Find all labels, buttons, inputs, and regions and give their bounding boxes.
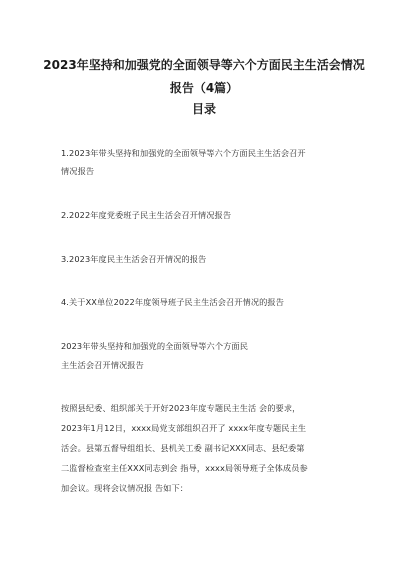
toc-item-1-continued: 情况报告 xyxy=(61,166,95,176)
toc-item-3: 3.2023年度民主生活会召开情况的报告 xyxy=(61,254,207,264)
body-paragraph-line: 活会。县第五督导组组长、县机关工委 副书记XXX同志、县纪委第 xyxy=(61,443,305,453)
body-paragraph-line: 加会议。现将会议情况报 告如下： xyxy=(61,483,189,493)
body-paragraph-line: 2023年1月12日，xxxx局党支部组织召开了 xxxx年度专题民主生 xyxy=(61,423,307,433)
section-title-line-2: 主生活会召开情况报告 xyxy=(61,360,144,370)
toc-heading: 目录 xyxy=(191,102,216,116)
toc-item-2: 2.2022年度党委班子民主生活会召开情况报告 xyxy=(61,210,232,220)
toc-item-1: 1.2023年带头坚持和加强党的全面领导等六个方面民主生活会召开 xyxy=(61,148,306,158)
section-title-line-1: 2023年带头坚持和加强党的全面领导等六个方面民 xyxy=(61,341,248,351)
toc-item-4: 4.关于XX单位2022年度领导班子民主生活会召开情况的报告 xyxy=(61,297,284,307)
body-paragraph-line: 二监督检查室主任XXX同志到会 指导，xxxx局领导班子全体成员参 xyxy=(61,463,308,473)
body-paragraph-line: 按照县纪委、组织部关于开好2023年度专题民主生活 会的要求， xyxy=(61,403,301,413)
document-title-line-2: 报告（4篇） xyxy=(169,81,239,95)
document-title-line-1: 2023年坚持和加强党的全面领导等六个方面民主生活会情况 xyxy=(43,58,365,72)
